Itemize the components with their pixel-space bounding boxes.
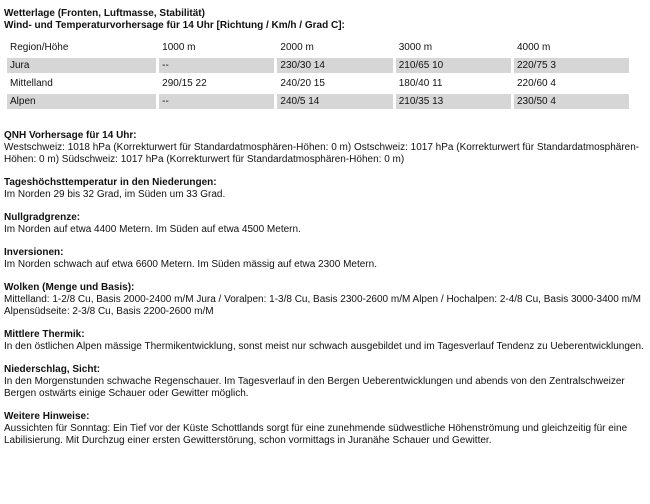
section-text: Westschweiz: 1018 hPa (Korrekturwert für Standardatmosphären-Höhen: 0 m) Ostschweiz: 1017 hPa (Korrekturwert für Standardatmosphären-Höhen: 0 m) Südschweiz: 1017 hPa (Korrekturwert für Standardatmosphären-Höhen: 0 m) [4, 142, 640, 165]
value-cell: 240/20 15 [280, 77, 325, 89]
table-title: Wind- und Temperaturvorhersage für 14 Uhr [Richtung / Km/h / Grad C]: [4, 20, 345, 31]
region-cell: Mittelland [10, 77, 53, 89]
section-heading: QNH Vorhersage für 14 Uhr: [4, 130, 137, 141]
region-cell: Alpen [7, 94, 156, 109]
section-max-temperature [4, 177, 646, 201]
value-cell: -- [159, 58, 274, 73]
section-text: In den Morgenstunden schwache Regenschauer. Im Tagesverlauf in den Bergen Ueberentwicklungen und abends von den Zentralschweizer Bergen ostwärts einige Schauer oder Gewitter möglich. [4, 376, 625, 399]
value-cell: 210/65 10 [396, 58, 511, 73]
table-row [7, 94, 629, 109]
section-heading: Weitere Hinweise: [4, 411, 90, 422]
section-heading: Nullgradgrenze: [4, 212, 81, 223]
section-qnh [4, 130, 646, 166]
page-title: Wetterlage (Fronten, Luftmasse, Stabilität) [4, 8, 205, 19]
section-text: Im Norden auf etwa 4400 Metern. Im Süden auf etwa 4500 Metern. [4, 224, 301, 235]
column-header-3000m: 3000 m [398, 41, 433, 53]
value-cell: 230/50 4 [514, 94, 629, 109]
table-row [7, 76, 629, 91]
value-cell: -- [159, 94, 274, 109]
section-text: Mittelland: 1-2/8 Cu, Basis 2000-2400 m/M Jura / Voralpen: 1-3/8 Cu, Basis 2300-2600 m/M Alpen / Hochalpen: 2-4/8 Cu, Basis 3000-3400 m/M Alpensüdseite: 2-3/8 Cu, Basis 2200-2600 m/M [4, 294, 642, 317]
table-header-row [7, 40, 629, 55]
section-clouds [4, 282, 646, 318]
section-text: In den östlichen Alpen mässige Thermikentwicklung, sonst meist nur schwach ausgebildet und im Tagesverlauf Tendenz zu Ueberentwicklungen. [4, 341, 644, 352]
section-heading: Mittlere Thermik: [4, 329, 85, 340]
section-text: Aussichten für Sonntag: Ein Tief vor der Küste Schottlands sorgt für eine zunehmende südwestliche Höhenströmung und gleichzeitig für eine Labilisierung. Mit Durchzug einer ersten Gewitterstörung, schon vormittags in Juranähe Schauer und Gewitter. [4, 423, 628, 446]
value-cell: 210/35 13 [396, 94, 511, 109]
column-header-2000m: 2000 m [280, 41, 314, 53]
section-further-notes [4, 411, 646, 447]
region-cell: Jura [7, 58, 156, 73]
value-cell: 180/40 11 [398, 77, 443, 89]
column-header-4000m: 4000 m [516, 41, 551, 53]
section-thermals [4, 329, 646, 353]
value-cell: 220/75 3 [514, 58, 629, 73]
section-heading: Wolken (Menge und Basis): [4, 282, 135, 293]
column-header-1000m: 1000 m [162, 41, 196, 53]
column-header-region: Region/Höhe [10, 41, 69, 53]
section-heading: Niederschlag, Sicht: [4, 364, 101, 375]
value-cell: 290/15 22 [162, 77, 207, 89]
section-freezing-level [4, 212, 646, 236]
value-cell: 240/5 14 [277, 94, 392, 109]
section-text: Im Norden 29 bis 32 Grad, im Süden um 33 Grad. [4, 189, 226, 200]
section-precipitation [4, 364, 646, 400]
section-text: Im Norden schwach auf etwa 6600 Metern. Im Süden mässig auf etwa 2300 Metern. [4, 259, 377, 270]
section-inversions [4, 247, 646, 271]
table-row [7, 58, 629, 73]
forecast-page [4, 8, 646, 447]
wind-temperature-table [4, 37, 632, 112]
section-heading: Inversionen: [4, 247, 64, 258]
value-cell: 220/60 4 [516, 77, 556, 89]
value-cell: 230/30 14 [277, 58, 392, 73]
section-heading: Tageshöchsttemperatur in den Niederungen: [4, 177, 217, 188]
